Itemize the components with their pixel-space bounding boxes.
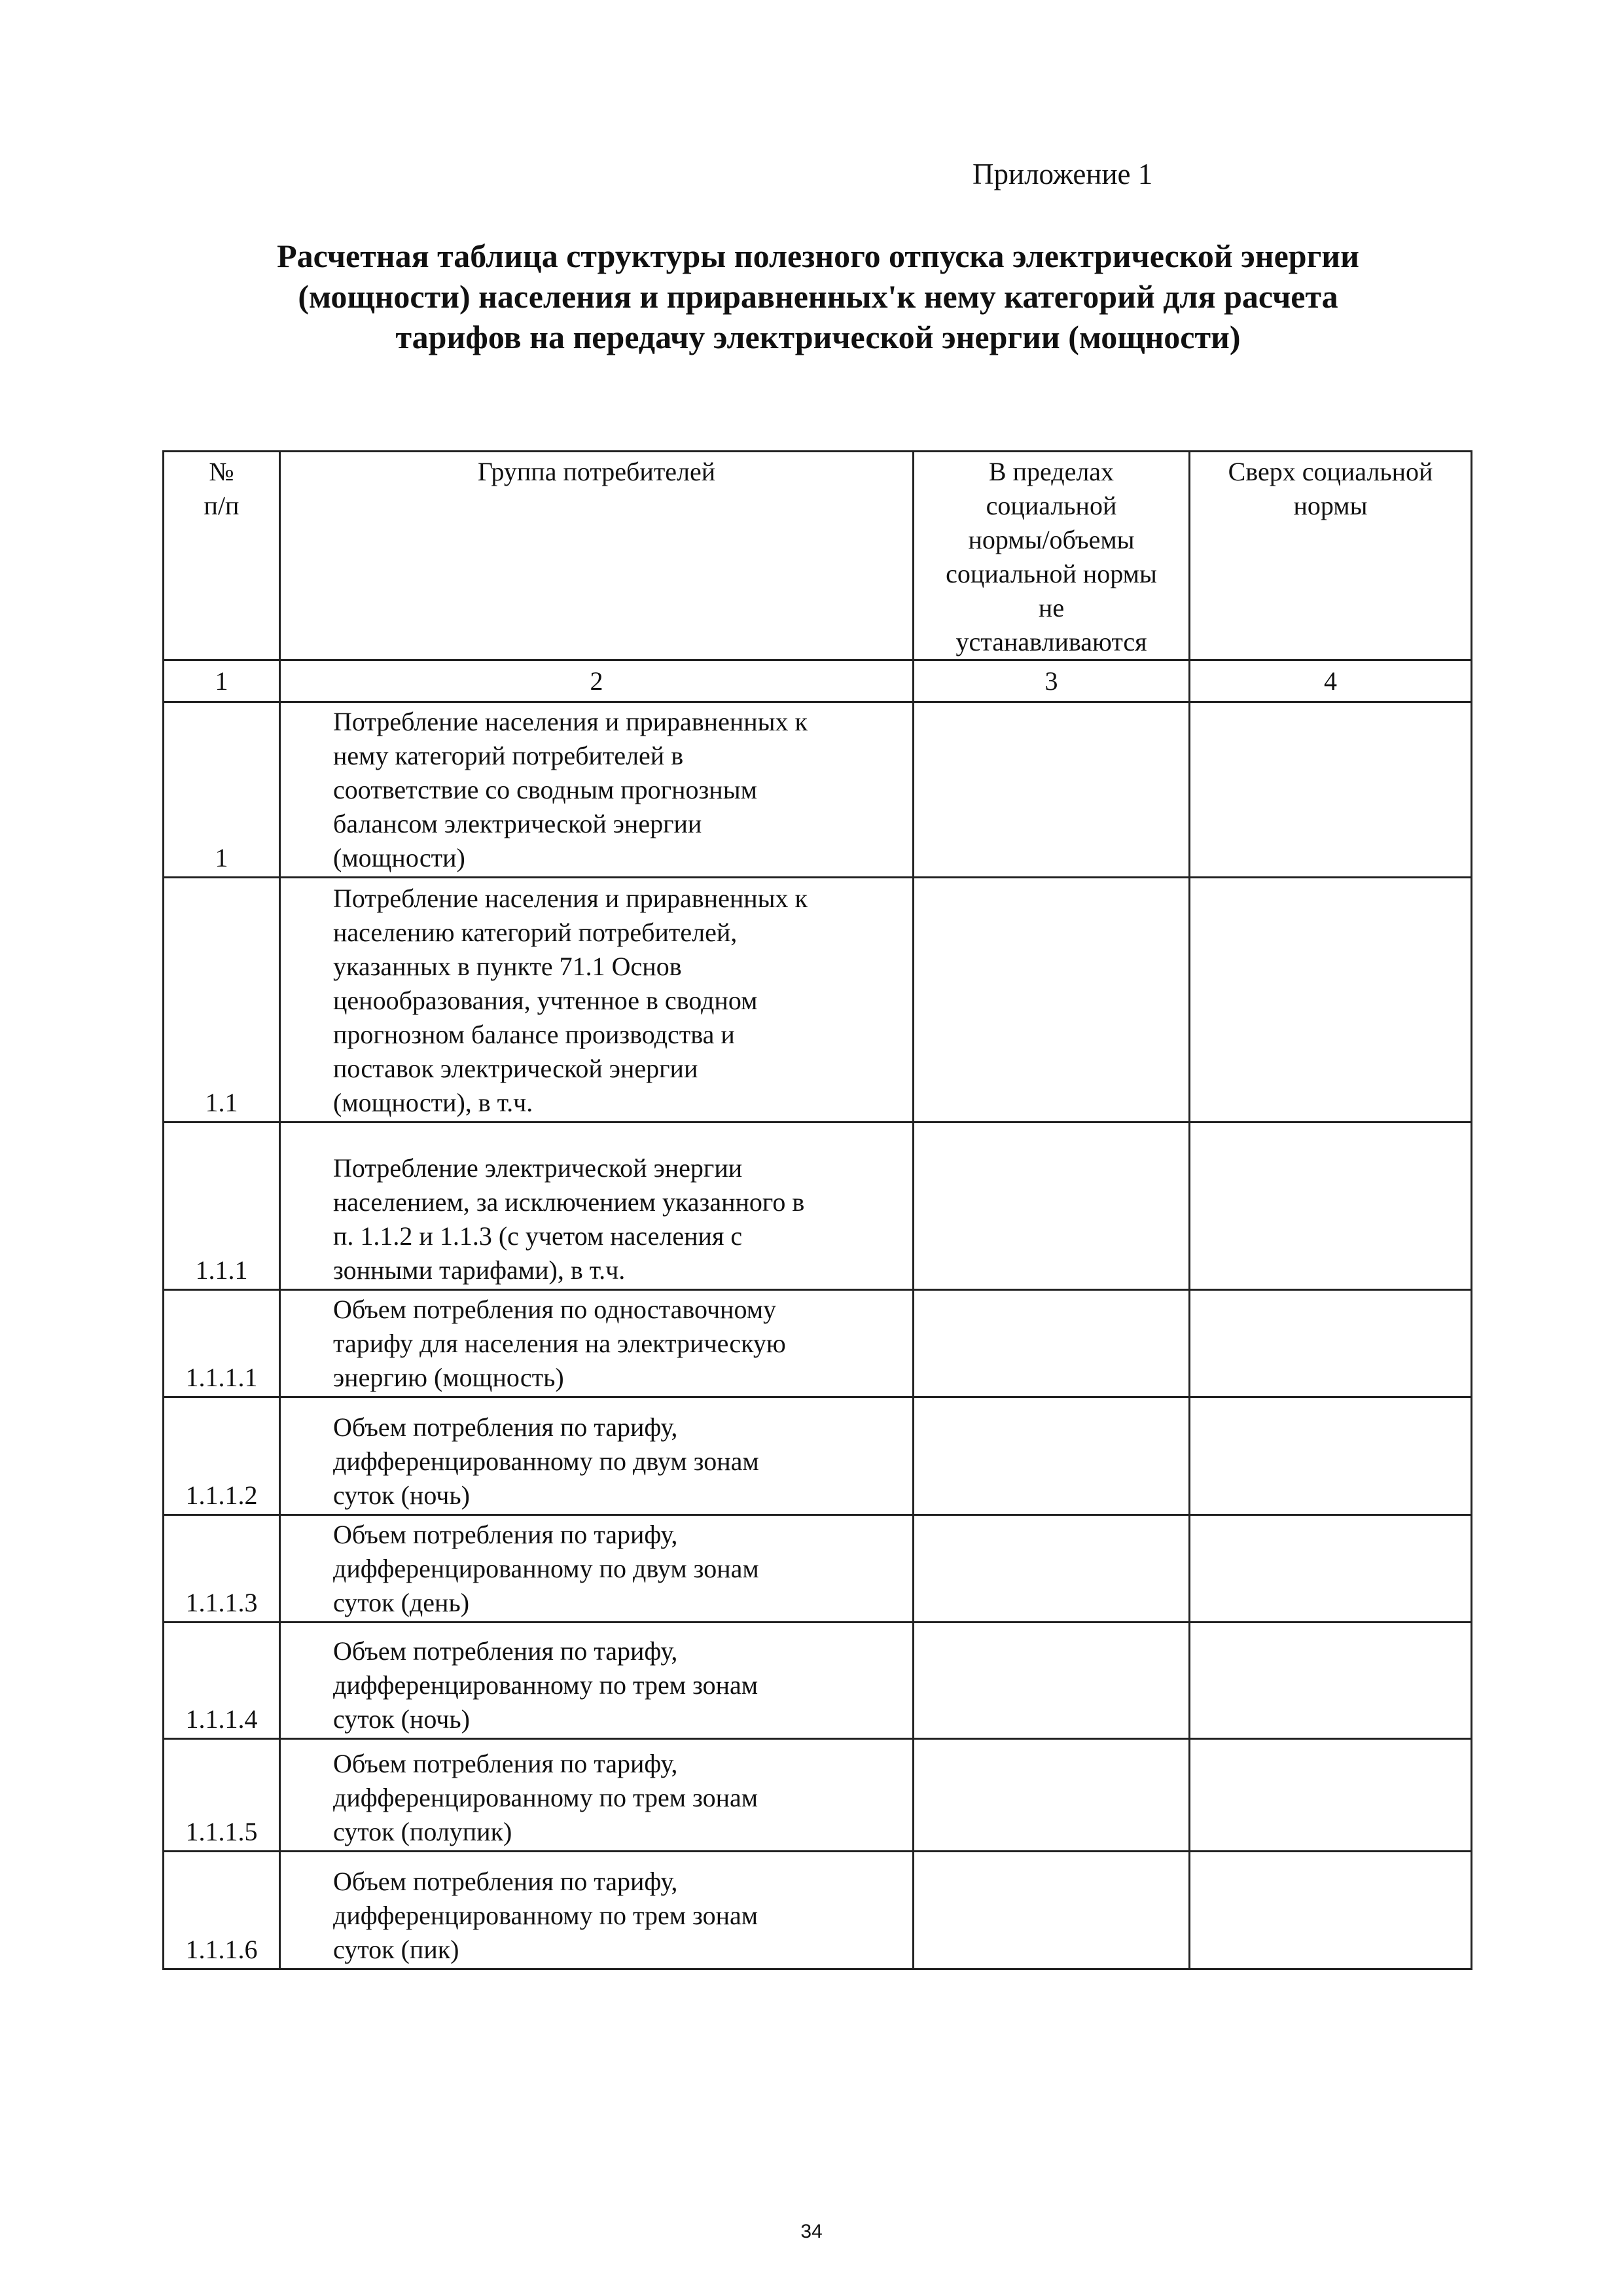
table-row	[164, 1290, 1472, 1397]
table-row	[164, 702, 1472, 878]
cell-above-norm	[1190, 1290, 1472, 1397]
header-within-norm: В пределах социальной нормы/объемы социальной нормы не устанавливаются	[914, 452, 1190, 660]
cell-within-norm	[914, 1122, 1190, 1290]
row-number: 1.1.1.5	[164, 1739, 280, 1852]
cell-above-norm	[1190, 1739, 1472, 1852]
header-above-norm: Сверх социальной нормы	[1190, 452, 1472, 660]
consumption-structure-table	[162, 450, 1472, 1970]
column-number: 3	[914, 660, 1190, 702]
page-number: 34	[800, 2221, 823, 2242]
cell-within-norm	[914, 878, 1190, 1122]
table-row	[164, 1122, 1472, 1290]
row-description: Объем потребления по тарифу, дифференцированному по трем зонам суток (полупик)	[280, 1739, 914, 1852]
cell-above-norm	[1190, 1122, 1472, 1290]
cell-within-norm	[914, 1290, 1190, 1397]
column-number: 2	[280, 660, 914, 702]
header-group: Группа потребителей	[280, 452, 914, 660]
table-row	[164, 1739, 1472, 1852]
row-number: 1	[164, 702, 280, 878]
row-number: 1.1.1.1	[164, 1290, 280, 1397]
cell-within-norm	[914, 1397, 1190, 1515]
table-row	[164, 1515, 1472, 1623]
row-description: Объем потребления по одноставочному тарифу для населения на электрическую энергию (мощность)	[280, 1290, 914, 1397]
cell-within-norm	[914, 702, 1190, 878]
appendix-label: Приложение 1	[972, 158, 1153, 190]
cell-above-norm	[1190, 702, 1472, 878]
column-numbers-row	[164, 660, 1472, 702]
cell-within-norm	[914, 1515, 1190, 1623]
document-title	[196, 236, 1440, 357]
cell-above-norm	[1190, 1852, 1472, 1969]
row-description: Объем потребления по тарифу, дифференцированному по трем зонам суток (ночь)	[280, 1623, 914, 1739]
title-line: Расчетная таблица структуры полезного отпуска электрической энергии	[277, 238, 1359, 274]
row-number: 1.1.1.6	[164, 1852, 280, 1969]
cell-above-norm	[1190, 1515, 1472, 1623]
row-description: Объем потребления по тарифу, дифференцированному по трем зонам суток (пик)	[280, 1852, 914, 1969]
title-line: тарифов на передачу электрической энергии (мощности)	[395, 319, 1241, 355]
column-number: 4	[1190, 660, 1472, 702]
title-line: (мощности) населения и приравненных'к нему категорий для расчета	[298, 278, 1338, 315]
table-row	[164, 878, 1472, 1122]
row-description: Потребление электрической энергии населением, за исключением указанного в п. 1.1.2 и 1.1.3 (с учетом населения с зонными тарифами), в т.ч.	[280, 1122, 914, 1290]
table-row	[164, 1397, 1472, 1515]
cell-above-norm	[1190, 878, 1472, 1122]
row-number: 1.1.1.3	[164, 1515, 280, 1623]
column-number: 1	[164, 660, 280, 702]
row-description: Объем потребления по тарифу, дифференцированному по двум зонам суток (день)	[280, 1515, 914, 1623]
row-description: Объем потребления по тарифу, дифференцированному по двум зонам суток (ночь)	[280, 1397, 914, 1515]
row-number: 1.1.1.2	[164, 1397, 280, 1515]
cell-within-norm	[914, 1739, 1190, 1852]
header-num: № п/п	[164, 452, 280, 660]
row-description: Потребление населения и приравненных к населению категорий потребителей, указанных в пункте 71.1 Основ ценообразования, учтенное в сводном прогнозном балансе производства и поставок электрической энергии (мощности), в т.ч.	[280, 878, 914, 1122]
row-number: 1.1	[164, 878, 280, 1122]
row-number: 1.1.1.4	[164, 1623, 280, 1739]
cell-within-norm	[914, 1852, 1190, 1969]
table-header-row	[164, 452, 1472, 660]
table-row	[164, 1852, 1472, 1969]
row-number: 1.1.1	[164, 1122, 280, 1290]
table-row	[164, 1623, 1472, 1739]
cell-above-norm	[1190, 1623, 1472, 1739]
cell-within-norm	[914, 1623, 1190, 1739]
row-description: Потребление населения и приравненных к нему категорий потребителей в соответствие со сводным прогнозным балансом электрической энергии (мощности)	[280, 702, 914, 878]
cell-above-norm	[1190, 1397, 1472, 1515]
